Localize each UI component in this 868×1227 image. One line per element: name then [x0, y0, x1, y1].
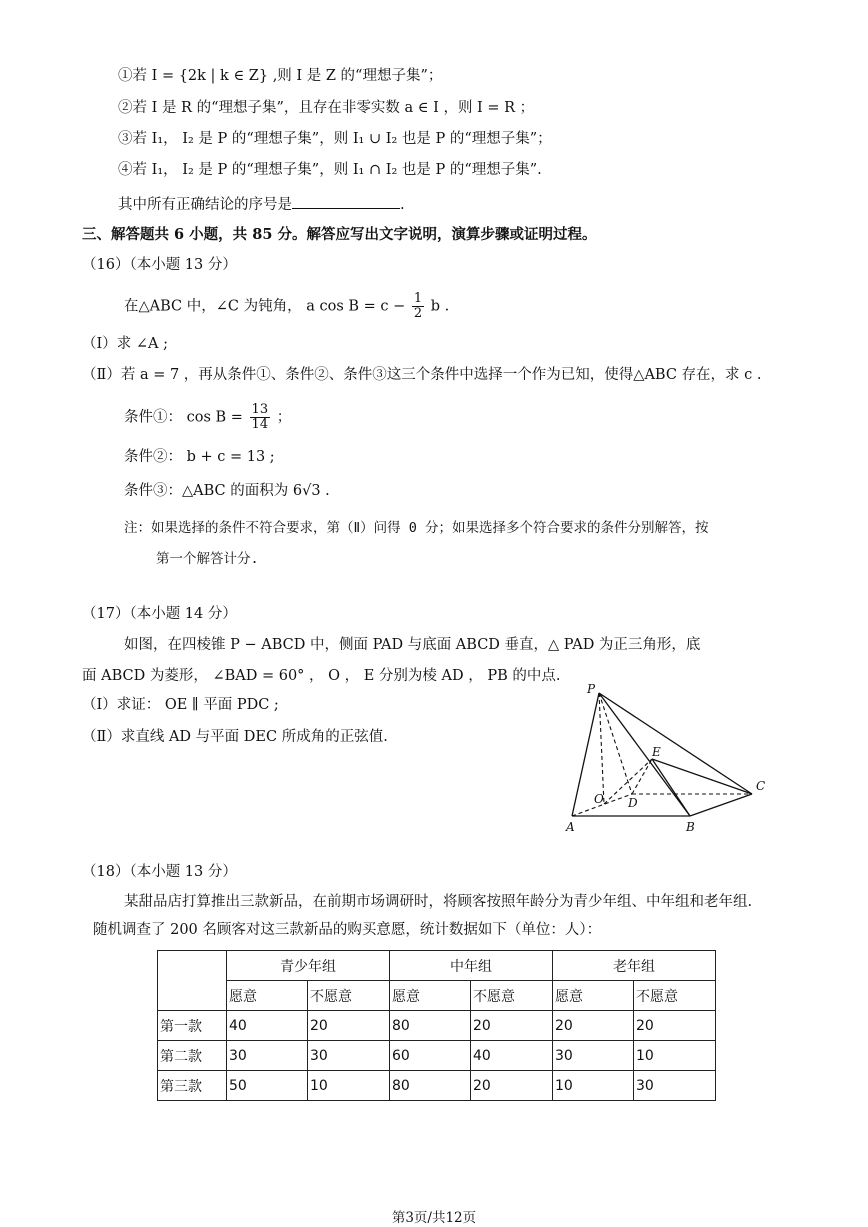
section-3-heading: 三、解答题共 6 小题，共 85 分。解答应写出文字说明，演算步骤或证明过程。	[82, 226, 597, 243]
item-3: ③若 I₁， I₂ 是 P 的“理想子集”，则 I₁ ∪ I₂ 也是 P 的“理想子集”；	[118, 131, 552, 147]
row-label: 第二款	[158, 1041, 227, 1071]
q16-heading: （16）（本小题 13 分）	[82, 257, 237, 273]
group-header-youth: 青少年组	[227, 951, 390, 981]
subheader-cell: 不愿意	[634, 981, 716, 1011]
item-2: ②若 I 是 R 的“理想子集”，且存在非零实数 a ∈ I ，则 I = R ；	[118, 100, 535, 116]
table-cell: 40	[471, 1041, 553, 1071]
q16-stem	[124, 292, 449, 321]
q17-part-2: （Ⅱ）求直线 AD 与平面 DEC 所成角的正弦值.	[82, 729, 388, 745]
segment-EC	[652, 759, 752, 794]
q16-cond1-num: 13	[251, 402, 269, 417]
label-C: C	[756, 779, 766, 793]
table-corner-cell	[158, 951, 227, 1011]
table-row	[158, 951, 716, 981]
table-cell: 20	[308, 1011, 390, 1041]
label-A: A	[566, 820, 575, 834]
table-cell: 10	[634, 1041, 716, 1071]
segment-DE	[632, 759, 652, 794]
table-row	[158, 981, 716, 1011]
q16-part-1: （Ⅰ）求 ∠A ;	[82, 336, 168, 352]
table-cell: 30	[308, 1041, 390, 1071]
question-period: .	[400, 197, 405, 213]
row-label: 第三款	[158, 1071, 227, 1101]
q16-condition-1	[124, 403, 291, 432]
item-4: ④若 I₁， I₂ 是 P 的“理想子集”，则 I₁ ∩ I₂ 也是 P 的“理想子集”.	[118, 162, 542, 178]
subheader-cell: 愿意	[227, 981, 308, 1011]
item-1: ①若 I = {2k | k ∈ Z} ,则 I 是 Z 的“理想子集”；	[118, 68, 443, 84]
answer-blank	[292, 194, 400, 209]
edge-PB	[599, 693, 690, 816]
table-cell: 80	[390, 1011, 471, 1041]
q16-fraction	[412, 292, 424, 321]
q16-stem-pre: 在△ABC 中，∠C 为钝角， a cos B = c −	[124, 298, 406, 315]
table-cell: 10	[553, 1071, 634, 1101]
segment-PO	[599, 693, 604, 804]
label-B: B	[686, 820, 695, 834]
edge-BC	[690, 794, 752, 816]
table-cell: 50	[227, 1071, 308, 1101]
subheader-cell: 愿意	[553, 981, 634, 1011]
pyramid-figure	[560, 676, 780, 841]
q16-frac-den: 2	[413, 306, 423, 321]
q18-stem-2: 随机调查了 200 名顾客对这三款新品的购买意愿，统计数据如下（单位：人）：	[93, 922, 602, 938]
q17-stem-2: 面 ABCD 为菱形， ∠BAD = 60° ， O ， E 分别为棱 AD ， PB 的中点.	[82, 668, 561, 684]
q18-stem-1: 某甜品店打算推出三款新品，在前期市场调研时，将顾客按照年龄分为青少年组、中年组和老年组.	[124, 894, 753, 910]
q16-stem-post: b .	[430, 298, 450, 315]
q16-note-line-1: 注：如果选择的条件不符合要求，第（Ⅱ）问得 0 分；如果选择多个符合要求的条件分别解答，按	[124, 520, 709, 536]
q16-part-2: （Ⅱ）若 a = 7 ，再从条件①、条件②、条件③这三个条件中选择一个作为已知，使得△ABC 存在，求 c .	[82, 367, 762, 383]
edge-PD	[599, 693, 632, 794]
table-cell: 30	[227, 1041, 308, 1071]
table-row	[158, 1011, 716, 1041]
q16-cond1-fraction	[250, 403, 271, 432]
table-cell: 20	[634, 1011, 716, 1041]
q16-cond1-pre: 条件①： cos B =	[124, 409, 243, 426]
q16-condition-3: 条件③：△ABC 的面积为 6√3 .	[124, 483, 330, 499]
label-O: O	[594, 792, 604, 806]
table-row	[158, 1041, 716, 1071]
subheader-cell: 不愿意	[308, 981, 390, 1011]
q17-stem-1: 如图，在四棱锥 P − ABCD 中，侧面 PAD 与底面 ABCD 垂直，△ PAD 为正三角形，底	[124, 637, 701, 653]
q16-cond1-post: ；	[276, 409, 292, 426]
label-E: E	[652, 745, 661, 759]
table-cell: 80	[390, 1071, 471, 1101]
q16-cond1-den: 14	[251, 417, 269, 432]
q16-note-line-2: 第一个解答计分.	[156, 551, 259, 567]
q17-heading: （17）（本小题 14 分）	[82, 606, 237, 622]
table-cell: 30	[553, 1041, 634, 1071]
table-cell: 20	[471, 1011, 553, 1041]
table-cell: 20	[553, 1011, 634, 1041]
row-label: 第一款	[158, 1011, 227, 1041]
table-cell: 30	[634, 1071, 716, 1101]
table-cell: 20	[471, 1071, 553, 1101]
group-header-senior: 老年组	[553, 951, 716, 981]
edge-PC	[599, 693, 752, 794]
table-cell: 10	[308, 1071, 390, 1101]
q17-part-1: （Ⅰ）求证： OE ∥ 平面 PDC ;	[82, 697, 279, 713]
label-D: D	[628, 796, 638, 810]
subheader-cell: 愿意	[390, 981, 471, 1011]
survey-table	[157, 950, 716, 1101]
group-header-middle: 中年组	[390, 951, 553, 981]
question-tail: 其中所有正确结论的序号是	[118, 197, 292, 213]
segment-EB	[652, 759, 690, 816]
table-row	[158, 1071, 716, 1101]
subheader-cell: 不愿意	[471, 981, 553, 1011]
table-cell: 40	[227, 1011, 308, 1041]
question-tail-line	[118, 194, 405, 215]
label-P: P	[587, 682, 596, 696]
q18-heading: （18）（本小题 13 分）	[82, 864, 237, 880]
q16-condition-2: 条件②： b + c = 13 ;	[124, 449, 275, 465]
page-footer: 第3页/共12页	[391, 1210, 477, 1226]
q16-frac-num: 1	[413, 291, 423, 306]
table-cell: 60	[390, 1041, 471, 1071]
